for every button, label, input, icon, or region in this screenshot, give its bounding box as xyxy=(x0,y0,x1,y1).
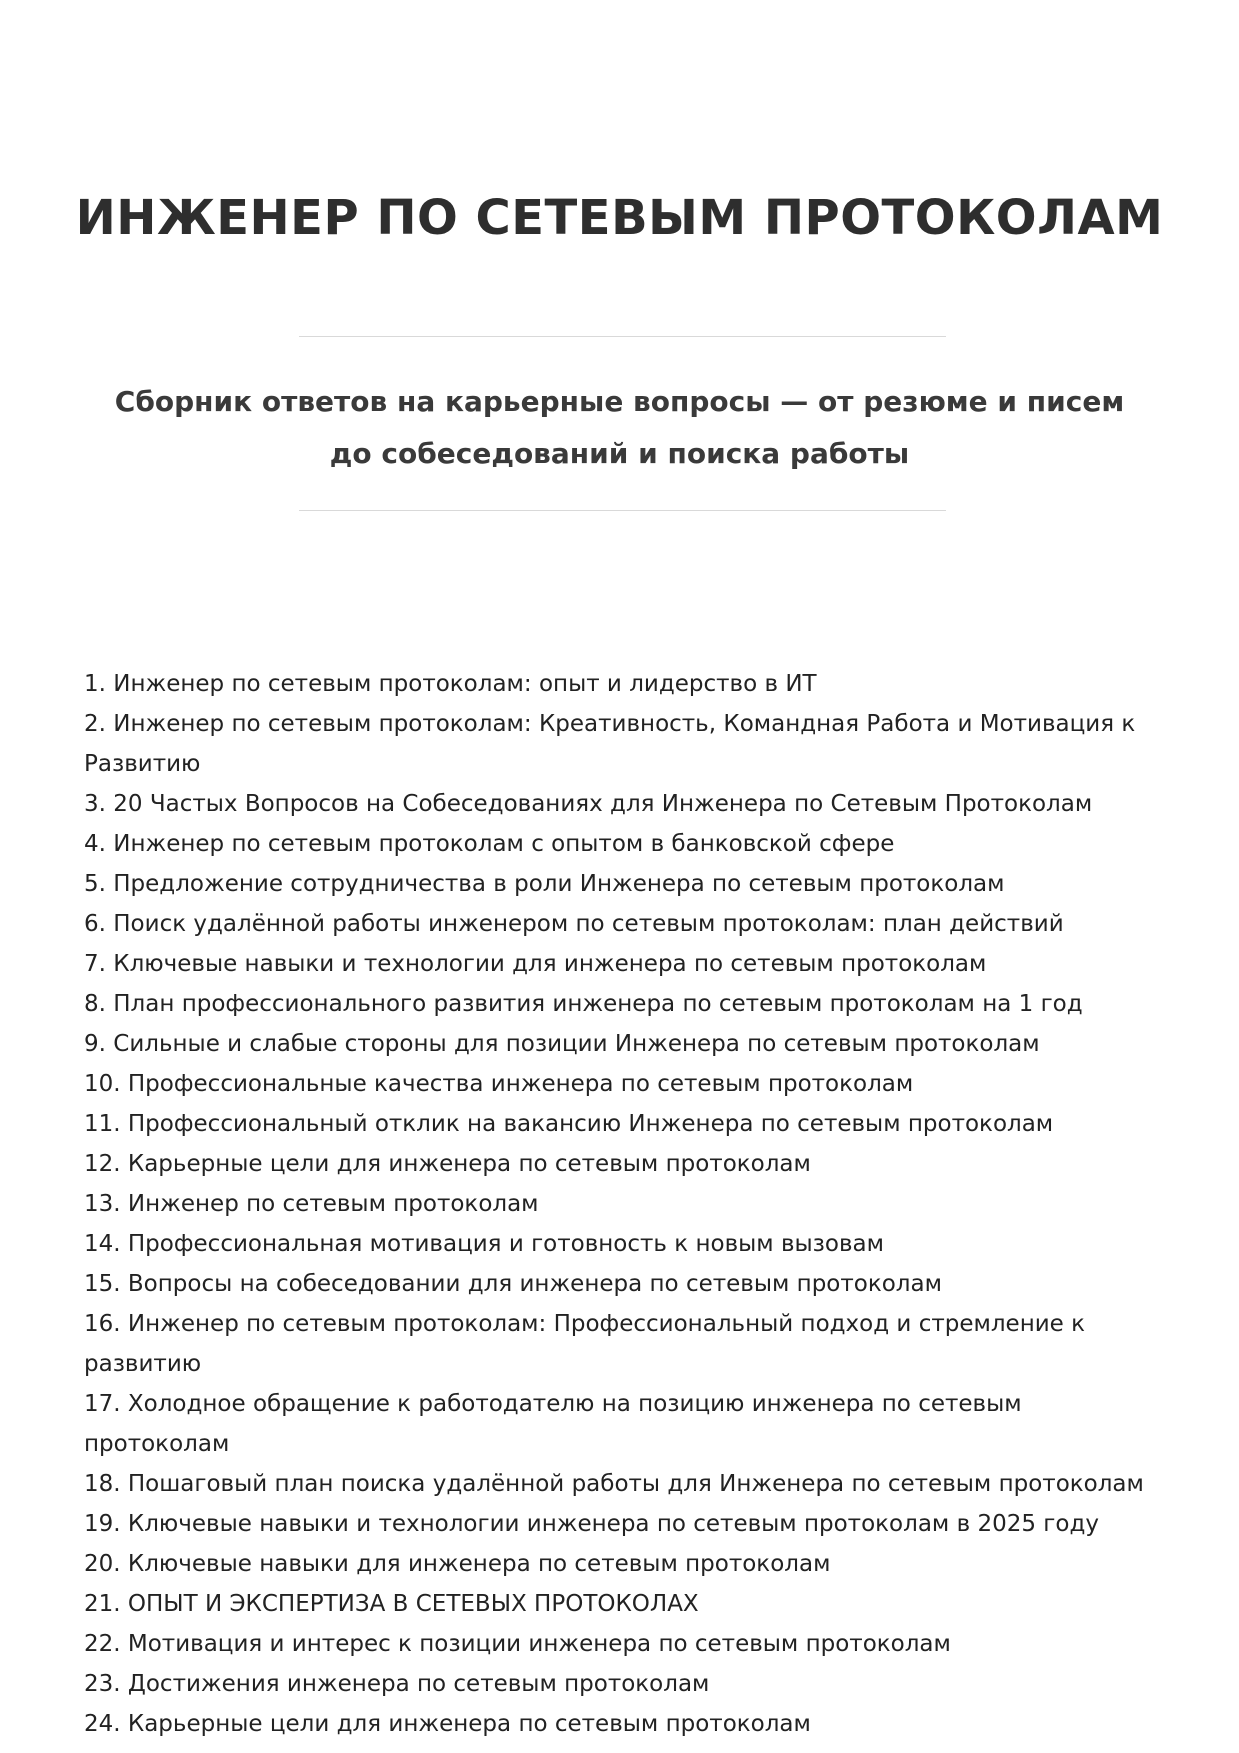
toc-item-22[interactable]: 22. Мотивация и интерес к позиции инженера по сетевым протоколам xyxy=(84,1631,951,1657)
toc-item-7[interactable]: 7. Ключевые навыки и технологии для инженера по сетевым протоколам xyxy=(84,951,987,977)
toc-item-4[interactable]: 4. Инженер по сетевым протоколам с опытом в банковской сфере xyxy=(84,831,895,857)
toc-item-15[interactable]: 15. Вопросы на собеседовании для инженера по сетевым протоколам xyxy=(84,1271,942,1297)
toc-item-10[interactable]: 10. Профессиональные качества инженера по сетевым протоколам xyxy=(84,1071,914,1097)
toc-item-23[interactable]: 23. Достижения инженера по сетевым протоколам xyxy=(84,1671,710,1697)
toc-item-16[interactable]: 16. Инженер по сетевым протоколам: Профессиональный подход и стремление к развитию xyxy=(84,1311,1086,1377)
document-title: ИНЖЕНЕР ПО СЕТЕВЫМ ПРОТОКОЛАМ xyxy=(75,190,1164,246)
toc-item-6[interactable]: 6. Поиск удалённой работы инженером по сетевым протоколам: план действий xyxy=(84,911,1064,937)
toc-item-12[interactable]: 12. Карьерные цели для инженера по сетевым протоколам xyxy=(84,1151,811,1177)
toc-item-14[interactable]: 14. Профессиональная мотивация и готовность к новым вызовам xyxy=(84,1231,884,1257)
divider-top xyxy=(299,336,946,337)
toc-item-13[interactable]: 13. Инженер по сетевым протоколам xyxy=(84,1191,539,1217)
divider-bottom xyxy=(299,510,946,511)
toc-item-17[interactable]: 17. Холодное обращение к работодателю на позицию инженера по сетевым протоколам xyxy=(84,1391,1022,1457)
toc-item-18[interactable]: 18. Пошаговый план поиска удалённой работы для Инженера по сетевым протоколам xyxy=(84,1471,1144,1497)
toc-item-5[interactable]: 5. Предложение сотрудничества в роли Инженера по сетевым протоколам xyxy=(84,871,1005,897)
toc-item-19[interactable]: 19. Ключевые навыки и технологии инженера по сетевым протоколам в 2025 году xyxy=(84,1511,1099,1537)
toc-item-11[interactable]: 11. Профессиональный отклик на вакансию Инженера по сетевым протоколам xyxy=(84,1111,1054,1137)
document-subtitle: Сборник ответов на карьерные вопросы — от резюме и писем до собеседований и поиска работы xyxy=(114,385,1125,470)
table-of-contents xyxy=(84,664,1164,1744)
toc-item-9[interactable]: 9. Сильные и слабые стороны для позиции Инженера по сетевым протоколам xyxy=(84,1031,1040,1057)
toc-item-2[interactable]: 2. Инженер по сетевым протоколам: Креативность, Командная Работа и Мотивация к Развитию xyxy=(84,711,1136,777)
toc-item-1[interactable]: 1. Инженер по сетевым протоколам: опыт и лидерство в ИТ xyxy=(84,671,817,697)
toc-item-8[interactable]: 8. План профессионального развития инженера по сетевым протоколам на 1 год xyxy=(84,991,1083,1017)
toc-item-20[interactable]: 20. Ключевые навыки для инженера по сетевым протоколам xyxy=(84,1551,831,1577)
toc-item-21[interactable]: 21. ОПЫТ И ЭКСПЕРТИЗА В СЕТЕВЫХ ПРОТОКОЛАХ xyxy=(84,1591,699,1617)
toc-item-24[interactable]: 24. Карьерные цели для инженера по сетевым протоколам xyxy=(84,1711,811,1737)
toc-item-3[interactable]: 3. 20 Частых Вопросов на Собеседованиях для Инженера по Сетевым Протоколам xyxy=(84,791,1093,817)
